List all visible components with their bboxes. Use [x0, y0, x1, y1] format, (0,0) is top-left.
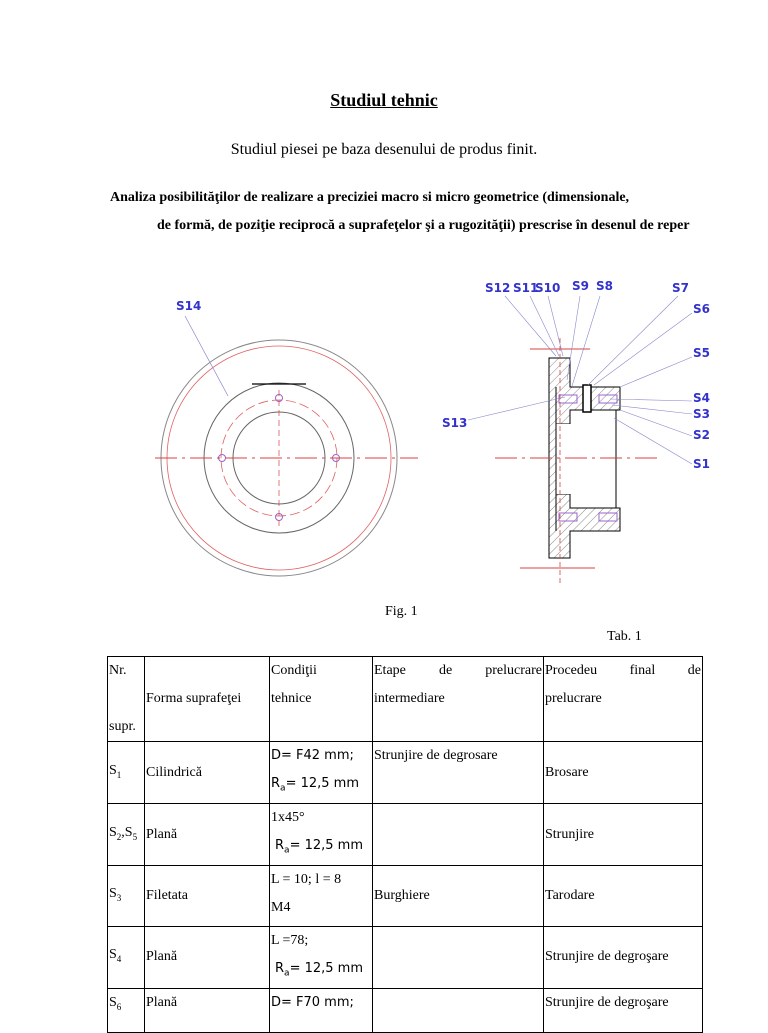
- label-s13: S13: [442, 416, 468, 430]
- label-s8: S8: [596, 279, 613, 293]
- cell-nr: $S_3$: [108, 866, 145, 927]
- cell-forma: Cilindrică: [145, 742, 270, 804]
- page-title: Studiul tehnic: [330, 90, 438, 110]
- analysis-first-line: Analiza posibilităţilor de realizare a preciziei macro si micro geometrice (dimensionale,: [110, 190, 630, 205]
- header-forma: Forma suprafeţei: [145, 657, 270, 742]
- table-header-row: [108, 657, 703, 742]
- cell-forma: Filetata: [145, 866, 270, 927]
- label-s2: S2: [693, 428, 710, 442]
- label-s11: S11: [513, 281, 539, 295]
- cell-etape: [373, 927, 544, 989]
- label-s12: S12: [485, 281, 511, 295]
- cell-etape: [373, 988, 544, 1032]
- cell-forma: Plană: [145, 804, 270, 866]
- cell-etape: Burghiere: [373, 866, 544, 927]
- cell-etape: Strunjire de degrosare: [373, 742, 544, 804]
- header-nr: Nr. supr.: [108, 657, 145, 742]
- cell-forma: Plană: [145, 927, 270, 989]
- figure-caption: Fig. 1: [385, 604, 418, 619]
- technical-drawing: [0, 270, 768, 600]
- cell-nr: $S_4$: [108, 927, 145, 989]
- table-row: [108, 988, 703, 1032]
- header-conditii: Condiţii tehnice: [270, 657, 373, 742]
- header-procedeu: Procedeu final de prelucrare: [544, 657, 703, 742]
- table-row: [108, 866, 703, 927]
- label-s7: S7: [672, 281, 689, 295]
- cell-conditii: 1x45° $R_a= 12,5$ mm: [270, 804, 373, 866]
- cell-nr: $S_1$: [108, 742, 145, 804]
- section-view: [468, 296, 692, 584]
- label-s9: S9: [572, 279, 589, 293]
- cell-conditii: L = 10; l = 8 M4: [270, 866, 373, 927]
- table-row: [108, 742, 703, 804]
- cell-conditii: D= F70 mm;: [270, 988, 373, 1032]
- label-s1: S1: [693, 457, 710, 471]
- cell-conditii: D= F42 mm; $R_a= 12,5$ mm: [270, 742, 373, 804]
- label-s4: S4: [693, 391, 710, 405]
- front-view: [155, 316, 418, 576]
- cell-conditii: L =78; $R_a= 12,5$ mm: [270, 927, 373, 989]
- label-s10: S10: [535, 281, 561, 295]
- page-subtitle: Studiul piesei pe baza desenului de produs finit.: [230, 141, 538, 158]
- label-s14: S14: [176, 299, 202, 313]
- cell-nr: $S_6$: [108, 988, 145, 1032]
- label-s3: S3: [693, 407, 710, 421]
- analysis-rest: de formă, de poziţie reciprocă a suprafeţelor şi a rugozităţii) prescrise în desenul de reper: [157, 218, 690, 233]
- cell-nr: $S_2,S_5$: [108, 804, 145, 866]
- table-row: [108, 804, 703, 866]
- analysis-paragraph: [110, 184, 705, 240]
- cell-procedeu: Tarodare: [544, 866, 703, 927]
- surface-table: [107, 656, 703, 1033]
- header-etape: Etape de prelucrare intermediare: [373, 657, 544, 742]
- cell-procedeu: Strunjire de degroşare: [544, 988, 703, 1032]
- label-s6: S6: [693, 302, 710, 316]
- cell-etape: [373, 804, 544, 866]
- table-caption: Tab. 1: [607, 629, 642, 644]
- cell-procedeu: Strunjire: [544, 804, 703, 866]
- cell-procedeu: Brosare: [544, 742, 703, 804]
- cell-forma: Plană: [145, 988, 270, 1032]
- label-s5: S5: [693, 346, 710, 360]
- cell-procedeu: Strunjire de degroşare: [544, 927, 703, 989]
- table-row: [108, 927, 703, 989]
